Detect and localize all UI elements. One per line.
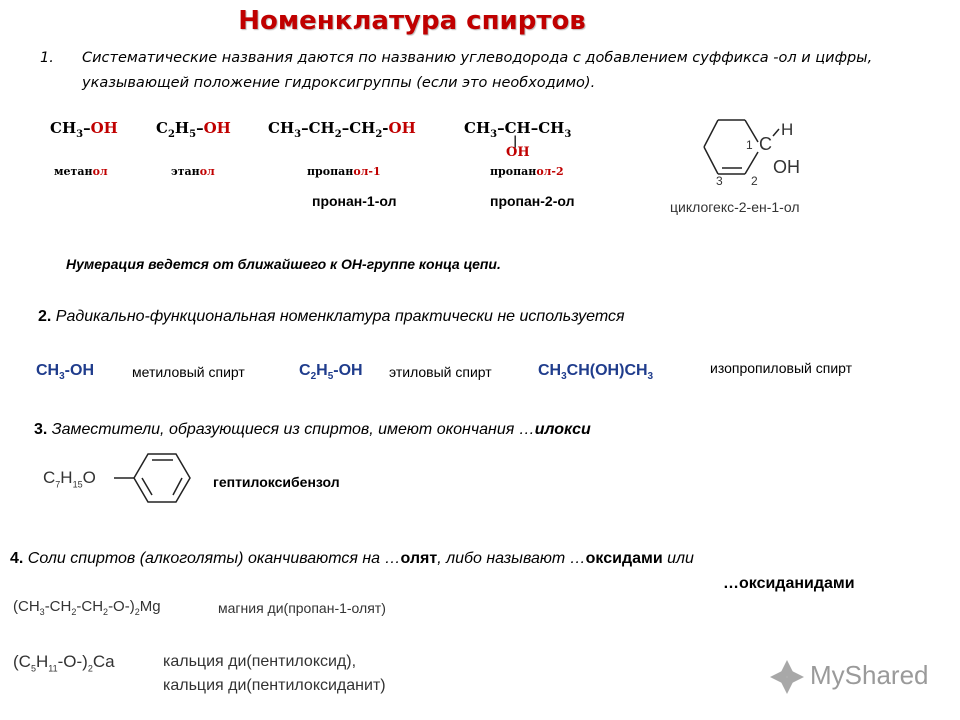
name-methanol: метанол: [54, 165, 108, 178]
point-1-text: Систематические названия даются по названию углеводорода с добавлением суффикса -ол и цифры, указывающей положение гидроксигруппы (если это необходимо).: [82, 50, 873, 91]
point-4: 4. Соли спиртов (алкоголяты) оканчиваются на …олят, либо называют …оксидами или: [10, 550, 694, 567]
formula-c7h15o: $C_7H_{15}O$: [43, 468, 96, 490]
formula-propanol-2-oh: OH: [506, 145, 530, 160]
formula-isopropanol: $CH_3CH(OH)CH_3$: [538, 362, 654, 383]
formula-ethanol: $C_2H_5-OH$: [156, 119, 231, 140]
cyclo-oh-label: OH: [773, 157, 800, 177]
name-ethyl-alcohol: этиловый спирт: [389, 364, 492, 380]
name-ca-pentoxide-1: кальция ди(пентилоксид),: [163, 653, 357, 670]
page-title: Номенклатура спиртов: [238, 6, 586, 36]
name-methyl-alcohol: метиловый спирт: [132, 364, 245, 380]
point-1: [40, 46, 920, 96]
formula-mg-propoxide: $(CH_3-CH_2-CH_2-O-)_2Mg$: [13, 598, 161, 617]
numbering-note: Нумерация ведется от ближайшего к ОН-группе конца цепи.: [66, 256, 501, 272]
point-4-line-2: …оксиданидами: [723, 575, 855, 592]
modern-name-propan-1-ol: пронан-1-ол: [312, 193, 397, 209]
point-3-bold: илокси: [534, 421, 591, 438]
formula-ca-pentoxide: $(C_5H_{11}-O-)_2Ca$: [13, 652, 115, 674]
name-ca-pentoxide-2: кальция ди(пентилоксиданит): [163, 677, 386, 694]
point-3: [34, 421, 591, 439]
point-2-number: 2.: [38, 308, 52, 325]
name-ethanol: этанол: [171, 165, 215, 178]
cyclo-c-label: C: [759, 134, 772, 154]
point-3-number: 3.: [34, 421, 48, 438]
formula-methanol: $CH_3-OH$: [50, 119, 118, 140]
watermark-logo-icon: [768, 658, 808, 698]
modern-name-propan-2-ol: пропан-2-ол: [490, 193, 575, 209]
point-2: [38, 308, 625, 326]
point-3-text: Заместители, образующиеся из спиртов, имеют окончания …: [51, 421, 535, 438]
name-propanol-2: пропанол-2: [490, 165, 564, 178]
formula-ch3oh: $CH_3-OH$: [36, 362, 94, 383]
point-4-number: 4.: [10, 550, 24, 567]
cyclo-num-3: 3: [716, 174, 723, 188]
cyclo-name: циклогекс-2-ен-1-ол: [670, 199, 800, 215]
name-heptyloxybenzene: гептилоксибензол: [213, 474, 340, 490]
cyclo-num-1: 1: [746, 138, 753, 152]
point-1-number: 1.: [40, 50, 54, 66]
name-propanol-1: пропанол-1: [307, 165, 381, 178]
cyclo-num-2: 2: [751, 174, 758, 188]
watermark-text: MyShared: [810, 660, 929, 690]
benzene-ring: [112, 450, 192, 508]
name-mg-propoxide: магния ди(пропан-1-олят): [218, 600, 386, 616]
point-2-text: Радикально-функциональная номенклатура практически не используется: [55, 308, 625, 325]
name-isopropyl-alcohol: изопропиловый спирт: [710, 360, 853, 376]
formula-propanol-1: $CH_3-CH_2-CH_2-OH$: [268, 119, 416, 140]
formula-propanol-2: $CH_3-CH-CH_3$: [464, 119, 572, 140]
cyclo-h-label: H: [781, 120, 794, 139]
formula-c2h5oh: $C_2H_5-OH$: [299, 362, 363, 383]
bond-vertical: |: [513, 134, 518, 148]
